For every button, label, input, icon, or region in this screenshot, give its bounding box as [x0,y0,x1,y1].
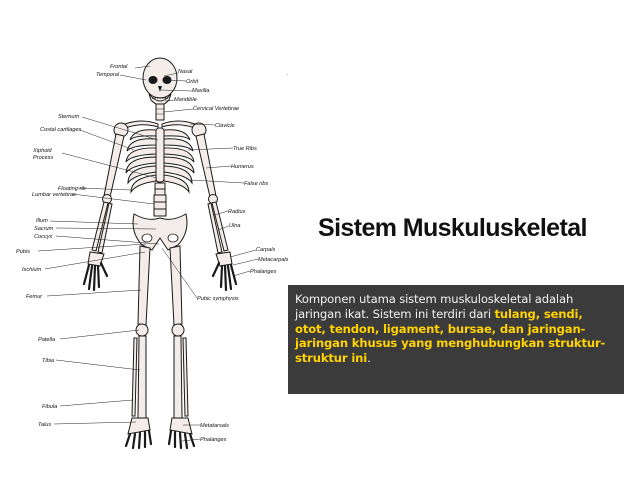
label-costal-cartilages: Costal cartilages [40,127,82,133]
label-coccyx: Coccyx [34,234,53,240]
label-nasal: Nasal [178,69,193,75]
label-mandible: Mandible [174,97,197,103]
description-highlighted-text: tulang, sendi, otot, tendon, ligament, bursae, dan jaringan-jaringan khusus yang menghubungkan struktur-struktur ini [295,306,606,366]
label-tibia: Tibia [42,358,55,364]
label-lumbar-vertebrae: Lumbar vertebrae [32,192,77,198]
label-temporal: Temporal [96,72,120,78]
label-ilium: Illum [36,218,48,224]
description-normal-text: Komponen utama sistem muskuloskeletal adalah jaringan ikat. Sistem ini terdiri dari [295,292,574,321]
label-xiphoid-line1: Xiphoid [33,148,52,154]
description-text [295,292,616,366]
label-talus: Talus [38,422,52,428]
label-true-ribs: True Ribs [233,146,257,152]
label-fibula: Fibula [42,404,58,410]
decorative-dot [286,73,289,76]
label-metatarsals: Metatarsals [200,423,229,429]
label-patella: Patella [38,337,56,343]
label-maxilla: Maxilla [192,88,210,94]
label-humerus: Humerus [231,164,254,170]
label-pubis: Pubis [16,249,30,255]
label-cervical-vertebrae: Cervical Vertebrae [193,106,240,112]
label-femur: Femur [26,294,43,300]
skeleton-figure [84,58,236,448]
label-ischium: Ischium [22,267,42,273]
label-carpals: Carpals [256,247,276,253]
label-xiphoid-line2: Process [33,155,54,161]
label-clavicle: Clavicle [215,123,235,129]
label-phalanges-hand: Phalanges [250,269,277,275]
label-sacrum: Sacrum [34,226,54,232]
label-phalanges-foot: Phalanges [200,437,227,443]
label-sternum: Sternum [58,114,80,120]
label-metacarpals: Metacarpals [258,257,289,263]
label-frontal: Frontal [110,64,128,70]
label-pubic-symphysis: Pubic symphysis [197,296,239,302]
label-ulna: Ulna [229,223,241,229]
label-floating-rib: Floating rib [58,186,86,192]
label-orbit: Orbit [186,79,199,85]
label-radius: Radius [228,209,246,215]
slide-title: Sistem Muskuluskeletal [318,214,587,242]
skeleton-labels [16,64,289,443]
label-false-ribs: False ribs [244,181,269,187]
description-end-text: . [367,351,371,366]
description-box [288,285,624,394]
